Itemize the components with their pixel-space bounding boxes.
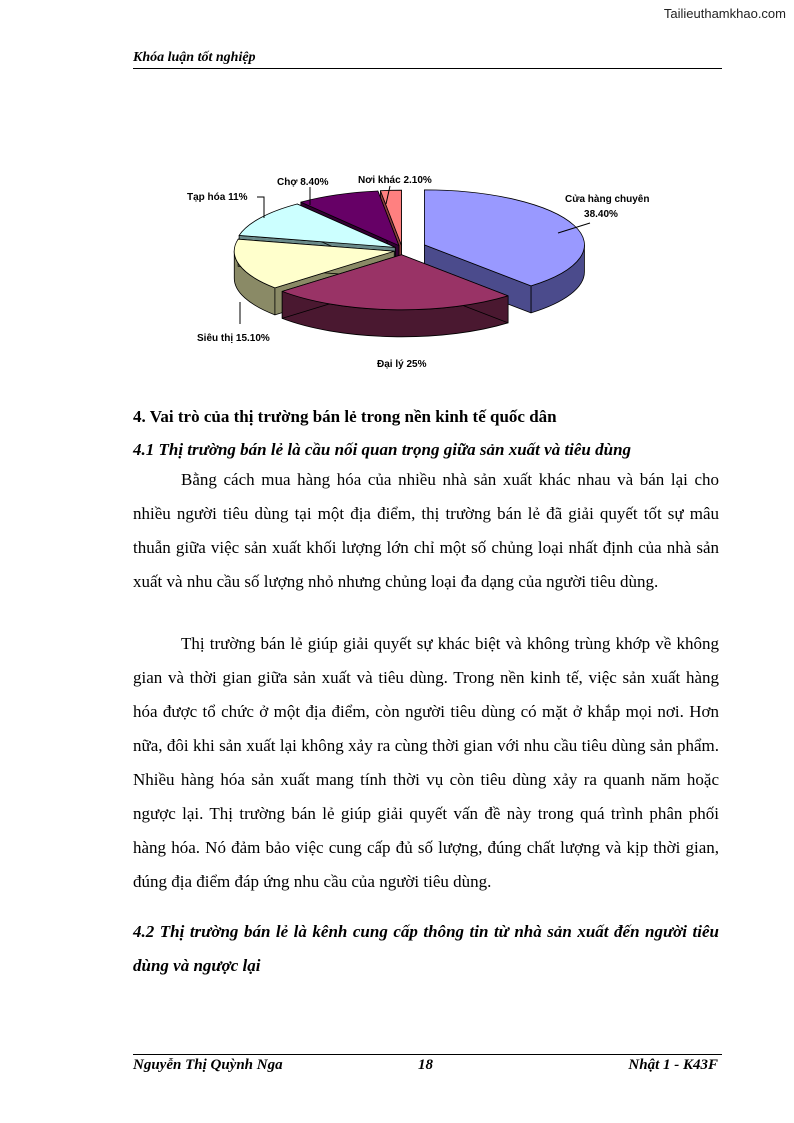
pie-slices xyxy=(234,190,584,337)
label-noi-khac: Nơi khác 2.10% xyxy=(358,175,432,186)
leader-line-tap-hoa xyxy=(257,197,264,218)
section-heading: 4. Vai trò của thị trường bán lẻ trong nền kinh tế quốc dân xyxy=(133,407,557,426)
market-share-pie-chart xyxy=(160,160,660,375)
watermark-text: Tailieuthamkhao.com xyxy=(663,6,786,21)
subsection-heading-4-2: 4.2 Thị trường bán lẻ là kênh cung cấp thông tin từ nhà sản xuất đến người tiêu dùng và ngược lại xyxy=(133,922,719,975)
label-cua-hang-chuyen-value: 38.40% xyxy=(584,209,618,220)
body-paragraph-2: Thị trường bán lẻ giúp giải quyết sự khác biệt và không trùng khớp về không gian và thời gian giữa sản xuất và tiêu dùng. Trong nền kinh tế, việc sản xuất hàng hóa được tổ chức ở một địa điểm, còn người tiêu dùng có mặt ở khắp mọi nơi. Hơn nữa, đôi khi sản xuất lại không xảy ra cùng thời gian với nhu cầu tiêu dùng sản phẩm. Nhiều hàng hóa sản xuất mang tính thời vụ còn tiêu dùng xảy ra quanh năm hoặc ngược lại. Thị trường bán lẻ giúp giải quyết vấn đề này trong quá trình phân phối hàng hóa. Nó đảm bảo việc cung cấp đủ số lượng, đúng chất lượng và kịp thời gian, đúng địa điểm đáp ứng nhu cầu của người tiêu dùng. xyxy=(133,634,719,891)
subsection-heading-4-1: 4.1 Thị trường bán lẻ là cầu nối quan trọng giữa sản xuất và tiêu dùng xyxy=(133,440,632,459)
label-cho: Chợ 8.40% xyxy=(277,177,329,188)
label-sieu-thi: Siêu thị 15.10% xyxy=(197,333,270,344)
footer-author: Nguyễn Thị Quỳnh Nga xyxy=(133,1057,283,1073)
label-cua-hang-chuyen: Cửa hàng chuyên xyxy=(565,194,650,205)
footer-page-number: 18 xyxy=(418,1057,433,1073)
body-paragraph-1: Bằng cách mua hàng hóa của nhiều nhà sản xuất khác nhau và bán lại cho nhiều người tiêu dùng tại một địa điểm, thị trường bán lẻ đã giải quyết tốt sự mâu thuẫn giữa việc sản xuất khối lượng lớn chỉ một số chủng loại nhất định của nhà sản xuất và nhu cầu số lượng nhỏ nhưng chủng loại đa dạng của người tiêu dùng. xyxy=(133,470,719,591)
label-dai-ly: Đại lý 25% xyxy=(377,359,427,370)
footer-rule xyxy=(133,1054,722,1055)
footer-class-code: Nhật 1 - K43F xyxy=(628,1057,718,1073)
running-header-title: Khóa luận tốt nghiệp xyxy=(133,50,256,65)
label-tap-hoa: Tạp hóa 11% xyxy=(187,192,248,203)
header-rule xyxy=(133,68,722,69)
